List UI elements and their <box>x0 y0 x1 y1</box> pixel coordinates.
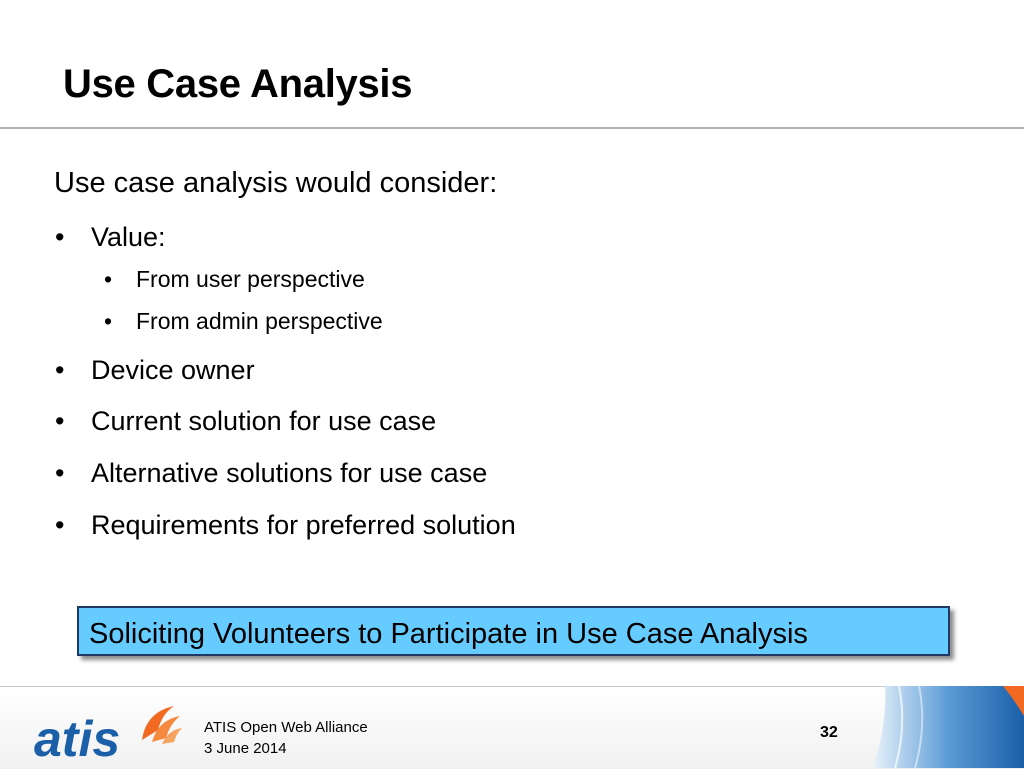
logo-swoosh-icon <box>142 706 182 744</box>
sub-bullet-item <box>104 266 365 293</box>
intro-text: Use case analysis would consider: <box>54 167 498 199</box>
bullet-text: Value: <box>91 222 166 252</box>
logo-wordmark: atis <box>34 711 121 762</box>
sub-bullet-text: From user perspective <box>136 266 365 292</box>
slide-title: Use Case Analysis <box>63 62 413 106</box>
sub-bullet-text: From admin perspective <box>136 308 383 334</box>
bullet-item <box>55 355 255 386</box>
bullet-dot: • <box>55 510 65 540</box>
bullet-item <box>55 406 437 437</box>
page-number: 32 <box>820 724 838 741</box>
bullet-text: Alternative solutions for use case <box>91 458 488 488</box>
bullet-item <box>55 458 488 489</box>
bullet-dot: • <box>55 406 65 436</box>
bullet-dot: • <box>55 355 65 385</box>
bullet-dot: • <box>55 222 65 252</box>
footer-date: 3 June 2014 <box>204 740 287 757</box>
bullet-dot: • <box>104 308 113 334</box>
bullet-dot: • <box>104 266 113 292</box>
corner-graphic-icon <box>873 686 1024 768</box>
callout-text: Soliciting Volunteers to Participate in Use Case Analysis <box>89 618 808 650</box>
bullet-item <box>55 510 516 541</box>
callout-box <box>77 606 950 656</box>
bullet-text: Current solution for use case <box>91 406 437 436</box>
footer-organization: ATIS Open Web Alliance <box>204 719 368 736</box>
bullet-dot: • <box>55 458 65 488</box>
sub-bullet-item <box>104 308 383 335</box>
bullet-text: Device owner <box>91 355 255 385</box>
bullet-text: Requirements for preferred solution <box>91 510 516 540</box>
bullet-item <box>55 222 166 253</box>
title-divider <box>0 127 1024 129</box>
atis-logo <box>34 700 184 762</box>
